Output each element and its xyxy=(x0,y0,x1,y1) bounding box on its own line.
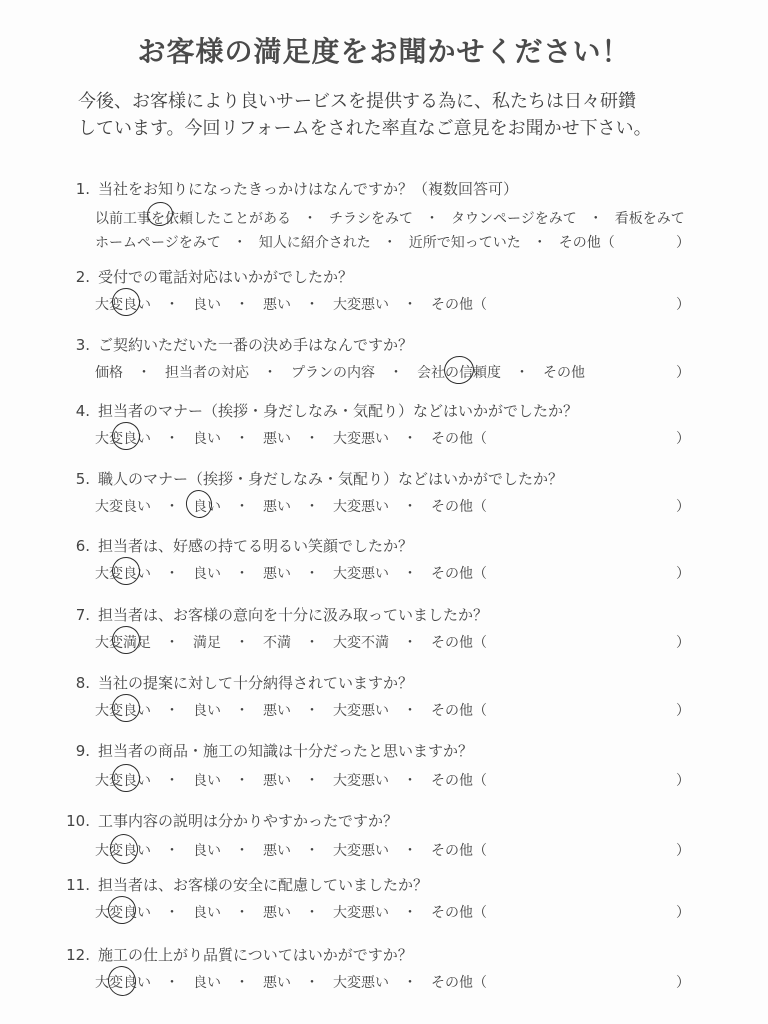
option-neighborhood[interactable]: 近所で知っていた xyxy=(408,235,521,251)
option-plan-content[interactable]: プランの内容 xyxy=(291,365,375,381)
question-text xyxy=(50,178,750,199)
question-label: 当社をお知りになったきっかけはなんですか？（複数回答可） xyxy=(98,180,519,198)
option-row: 大変良い ・ 良い ・ 悪い ・ 大変悪い ・ その他（ xyxy=(95,700,487,720)
option-bad[interactable]: 悪い xyxy=(263,431,291,447)
option-very-good[interactable]: 大変良い xyxy=(95,905,151,921)
other-close-paren: ） xyxy=(676,431,690,447)
question-text xyxy=(50,400,750,421)
option-good[interactable]: 良い xyxy=(193,499,221,515)
option-very-good[interactable]: 大変良い xyxy=(95,297,151,313)
option-price[interactable]: 価格 xyxy=(95,365,123,381)
option-very-bad[interactable]: 大変悪い xyxy=(333,843,389,859)
option-good[interactable]: 良い xyxy=(193,297,221,313)
option-good[interactable]: 良い xyxy=(193,566,221,582)
option-row: 大変良い ・ 良い ・ 悪い ・ 大変悪い ・ その他（ xyxy=(95,294,487,314)
option-signboard[interactable]: 看板をみて xyxy=(614,211,685,227)
option-other[interactable]: その他（ xyxy=(431,499,487,515)
option-other[interactable]: その他（ xyxy=(431,635,487,651)
option-bad[interactable]: 悪い xyxy=(263,566,291,582)
option-very-satisfied[interactable]: 大変満足 xyxy=(95,635,151,651)
option-staff-response[interactable]: 担当者の対応 xyxy=(165,365,249,381)
other-close-paren: ） xyxy=(676,297,690,313)
option-referral[interactable]: 知人に紹介された xyxy=(258,235,371,251)
other-close-paren: ） xyxy=(676,566,690,582)
option-bad[interactable]: 悪い xyxy=(263,843,291,859)
option-very-bad[interactable]: 大変悪い xyxy=(333,566,389,582)
question-number: 12. xyxy=(66,946,90,964)
question-label: 工事内容の説明は分かりやすかったですか？ xyxy=(98,812,399,830)
question-text xyxy=(50,810,750,831)
question-number: 1. xyxy=(75,180,90,198)
option-bad[interactable]: 悪い xyxy=(263,499,291,515)
option-good[interactable]: 良い xyxy=(193,773,221,789)
option-very-good[interactable]: 大変良い xyxy=(95,566,151,582)
option-row-2: ホームページをみて ・ 知人に紹介された ・ 近所で知っていた ・ その他（ xyxy=(95,232,615,252)
other-close-paren: ） xyxy=(676,773,690,789)
option-row: 大変良い ・ 良い ・ 悪い ・ 大変悪い ・ その他（ xyxy=(95,840,487,860)
option-very-bad[interactable]: 大変悪い xyxy=(333,773,389,789)
option-other[interactable]: その他（ xyxy=(431,297,487,313)
option-other[interactable]: その他（ xyxy=(431,773,487,789)
option-very-dissatisfied[interactable]: 大変不満 xyxy=(333,635,389,651)
option-bad[interactable]: 悪い xyxy=(263,773,291,789)
option-other[interactable]: その他（ xyxy=(431,843,487,859)
option-very-good[interactable]: 大変良い xyxy=(95,773,151,789)
option-very-good[interactable]: 大変良い xyxy=(95,499,151,515)
question-label: 施工の仕上がり品質についてはいかがですか？ xyxy=(98,946,413,964)
question-number: 5. xyxy=(75,470,90,488)
intro-line-1: 今後、お客様により良いサービスを提供する為に、私たちは日々研鑽 xyxy=(78,91,636,112)
option-homepage[interactable]: ホームページをみて xyxy=(95,235,221,251)
question-label: 担当者は、お客様の安全に配慮していましたか？ xyxy=(98,876,429,894)
option-very-bad[interactable]: 大変悪い xyxy=(333,905,389,921)
other-close-paren: ） xyxy=(676,499,690,515)
option-company-trust[interactable]: 会社の信頼度 xyxy=(417,365,501,381)
option-bad[interactable]: 悪い xyxy=(263,297,291,313)
question-text xyxy=(50,874,750,895)
option-bad[interactable]: 悪い xyxy=(263,905,291,921)
question-number: 4. xyxy=(75,402,90,420)
other-close-paren: ） xyxy=(676,365,690,381)
option-bad[interactable]: 悪い xyxy=(263,975,291,991)
question-number: 7. xyxy=(75,606,90,624)
option-good[interactable]: 良い xyxy=(193,905,221,921)
intro-line-2: しています。今回リフォームをされた率直なご意見をお聞かせ下さい。 xyxy=(78,118,652,139)
option-row: 大変良い ・ 良い ・ 悪い ・ 大変悪い ・ その他（ xyxy=(95,496,487,516)
question-text xyxy=(50,944,750,965)
question-label: 担当者の商品・施工の知識は十分だったと思いますか？ xyxy=(98,742,474,760)
question-label: ご契約いただいた一番の決め手はなんですか？ xyxy=(98,336,414,354)
handwritten-circle-mark xyxy=(107,831,141,866)
question-number: 8. xyxy=(75,674,90,692)
option-very-bad[interactable]: 大変悪い xyxy=(333,975,389,991)
question-label: 担当者は、お客様の意向を十分に汲み取っていましたか？ xyxy=(98,606,489,624)
option-bad[interactable]: 悪い xyxy=(263,703,291,719)
question-label: 職人のマナー（挨拶・身だしなみ・気配り）などはいかがでしたか？ xyxy=(98,470,564,488)
option-row: 大変良い ・ 良い ・ 悪い ・ 大変悪い ・ その他（ xyxy=(95,563,487,583)
option-flyer[interactable]: チラシをみて xyxy=(329,211,413,227)
other-close-paren: ） xyxy=(676,703,690,719)
question-text xyxy=(50,334,750,355)
option-other[interactable]: その他（ xyxy=(431,975,487,991)
option-town-page[interactable]: タウンページをみて xyxy=(451,211,577,227)
question-label: 当社の提案に対して十分納得されていますか？ xyxy=(98,674,414,692)
question-number: 9. xyxy=(75,742,90,760)
option-very-bad[interactable]: 大変悪い xyxy=(333,499,389,515)
question-number: 3. xyxy=(75,336,90,354)
other-close-paren: ） xyxy=(676,843,690,859)
option-row-1: 以前工事を依頼したことがある ・ チラシをみて ・ タウンページをみて ・ 看板をみて xyxy=(95,208,685,228)
option-other[interactable]: その他 xyxy=(543,365,585,381)
question-label: 受付での電話対応はいかがでしたか？ xyxy=(98,268,354,286)
option-previous-work[interactable]: 以前工事を依頼したことがある xyxy=(95,211,291,227)
option-very-good[interactable]: 大変良い xyxy=(95,703,151,719)
question-text xyxy=(50,672,750,693)
option-row: 価格 ・ 担当者の対応 ・ プランの内容 ・ 会社の信頼度 ・ その他 xyxy=(95,362,585,382)
question-number: 2. xyxy=(75,268,90,286)
question-text xyxy=(50,740,750,761)
option-very-bad[interactable]: 大変悪い xyxy=(333,703,389,719)
question-label: 担当者は、好感の持てる明るい笑顔でしたか？ xyxy=(98,537,414,555)
option-other[interactable]: その他（ xyxy=(431,566,487,582)
option-very-good[interactable]: 大変良い xyxy=(95,975,151,991)
option-other[interactable]: その他（ xyxy=(431,703,487,719)
option-row: 大変良い ・ 良い ・ 悪い ・ 大変悪い ・ その他（ xyxy=(95,428,487,448)
survey-intro xyxy=(78,88,718,142)
question-number: 11. xyxy=(66,876,90,894)
option-row: 大変満足 ・ 満足 ・ 不満 ・ 大変不満 ・ その他（ xyxy=(95,632,487,652)
option-row: 大変良い ・ 良い ・ 悪い ・ 大変悪い ・ その他（ xyxy=(95,770,487,790)
survey-title: お客様の満足度をお聞かせください！ xyxy=(137,35,631,68)
handwritten-circle-mark xyxy=(105,963,139,998)
option-very-bad[interactable]: 大変悪い xyxy=(333,431,389,447)
option-row: 大変良い ・ 良い ・ 悪い ・ 大変悪い ・ その他（ xyxy=(95,902,487,922)
other-close-paren: ） xyxy=(676,905,690,921)
question-number: 10. xyxy=(66,812,90,830)
option-good[interactable]: 良い xyxy=(193,975,221,991)
option-good[interactable]: 良い xyxy=(193,843,221,859)
option-dissatisfied[interactable]: 不満 xyxy=(263,635,291,651)
question-text xyxy=(50,468,750,489)
option-other[interactable]: その他（ xyxy=(431,431,487,447)
question-label: 担当者のマナー（挨拶・身だしなみ・気配り）などはいかがでしたか？ xyxy=(98,402,579,420)
other-close-paren: ） xyxy=(676,975,690,991)
option-very-bad[interactable]: 大変悪い xyxy=(333,297,389,313)
option-very-good[interactable]: 大変良い xyxy=(95,431,151,447)
question-text xyxy=(50,266,750,287)
question-text xyxy=(50,604,750,625)
question-text xyxy=(50,535,750,556)
option-good[interactable]: 良い xyxy=(193,431,221,447)
option-very-good[interactable]: 大変良い xyxy=(95,843,151,859)
question-number: 6. xyxy=(75,537,90,555)
option-satisfied[interactable]: 満足 xyxy=(193,635,221,651)
option-other[interactable]: その他（ xyxy=(431,905,487,921)
option-good[interactable]: 良い xyxy=(193,703,221,719)
option-row: 大変良い ・ 良い ・ 悪い ・ 大変悪い ・ その他（ xyxy=(95,972,487,992)
other-close-paren: ） xyxy=(676,235,690,251)
other-close-paren: ） xyxy=(676,635,690,651)
option-other[interactable]: その他（ xyxy=(558,235,615,251)
